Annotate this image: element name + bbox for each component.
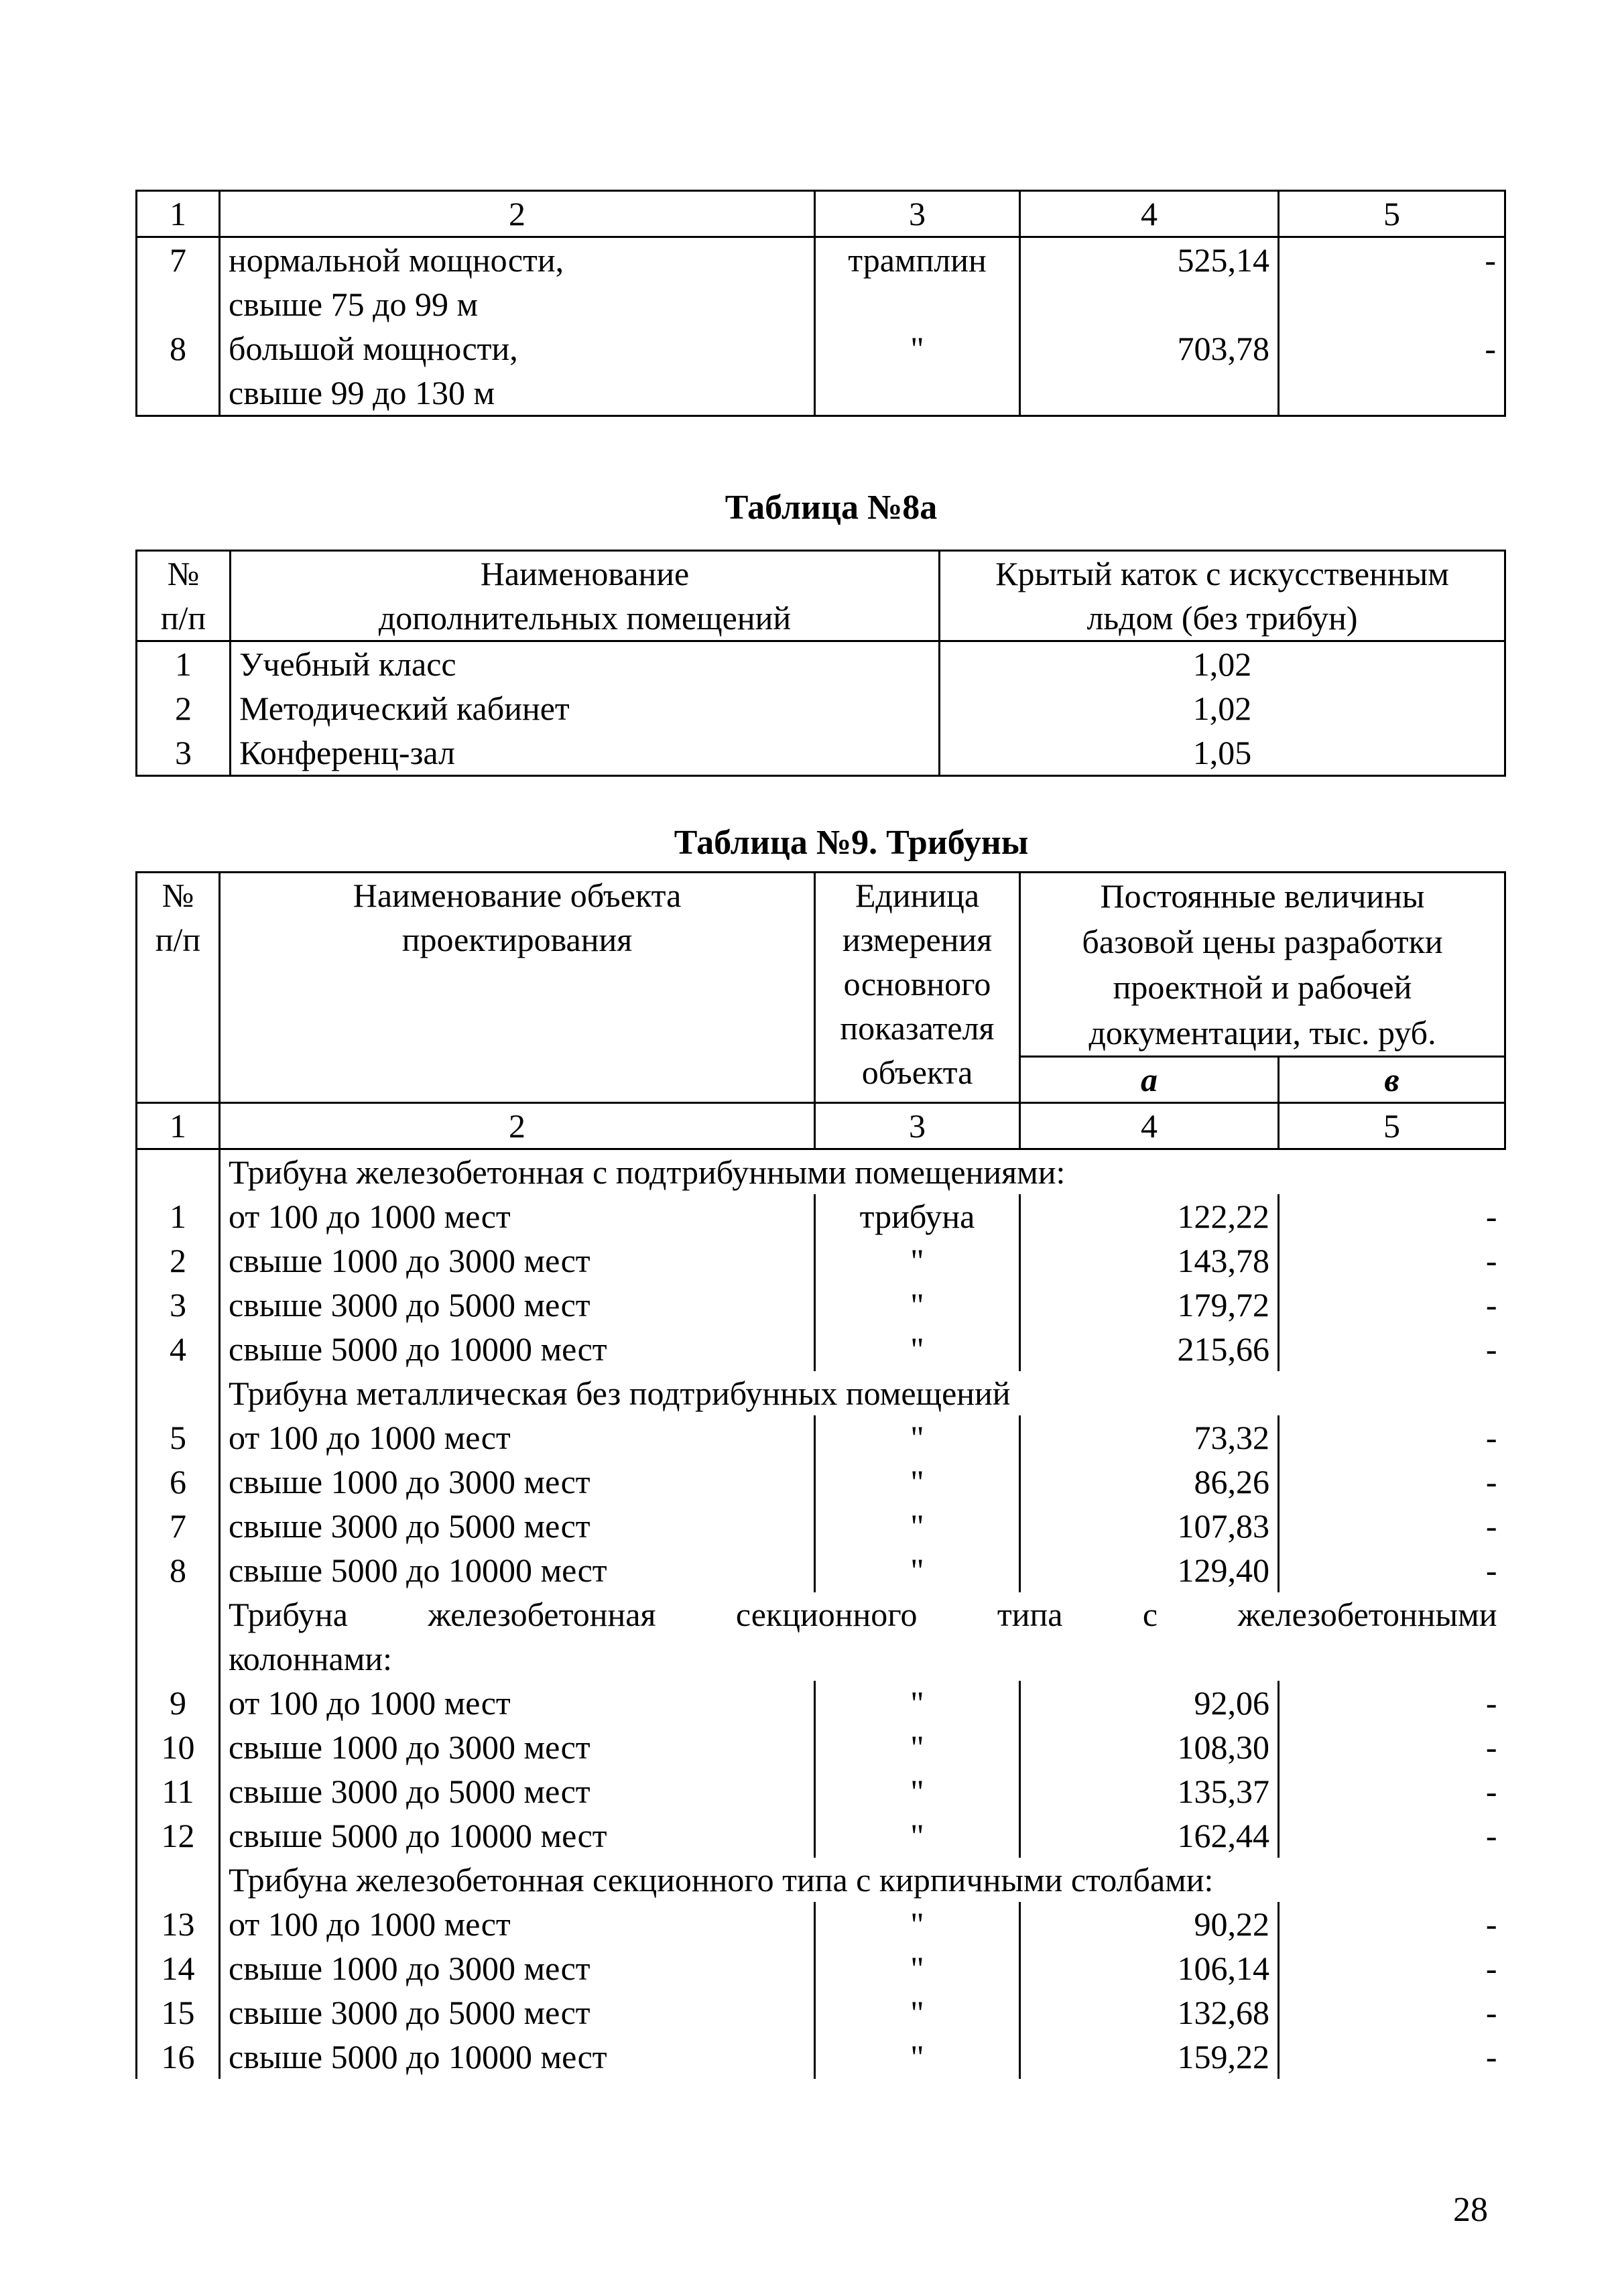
table-row xyxy=(137,730,1505,776)
header-line: показателя xyxy=(840,1009,995,1047)
row-name-line: большой мощности, xyxy=(229,330,518,367)
row-name: свыше 3000 до 5000 мест xyxy=(220,1990,815,2035)
row-value-a: 143,78 xyxy=(1020,1238,1279,1283)
row-value-b: - xyxy=(1485,1905,1497,1943)
row-value-b: - xyxy=(1485,1684,1497,1722)
header-line: п/п xyxy=(160,599,206,637)
header-line: п/п xyxy=(155,921,201,958)
row-name xyxy=(220,326,815,416)
row-name: свыше 3000 до 5000 мест xyxy=(220,1504,815,1548)
group-title: Трибуна металлическая без подтрибунных помещений xyxy=(220,1371,1505,1415)
col-number: 1 xyxy=(137,191,220,237)
row-unit: " xyxy=(815,1504,1020,1548)
row-number xyxy=(137,1149,220,1195)
header-price xyxy=(1020,873,1505,1057)
row-name-line: нормальной мощности, xyxy=(229,241,564,279)
header-line: объекта xyxy=(861,1054,973,1091)
row-value-b: - xyxy=(1279,237,1505,327)
row-value-b: - xyxy=(1485,1463,1497,1501)
row-value-b: - xyxy=(1485,2038,1497,2076)
row-value-b: - xyxy=(1485,1773,1497,1810)
row-value-a: 525,14 xyxy=(1020,237,1279,327)
row-number: 4 xyxy=(137,1327,220,1371)
table-continuation xyxy=(135,190,1506,417)
table-9 xyxy=(135,871,1506,2079)
row-value-a: 90,22 xyxy=(1020,1902,1279,1946)
row-value-b: - xyxy=(1485,1286,1497,1324)
header-unit xyxy=(815,873,1020,1103)
header-name xyxy=(231,551,940,641)
col-number: 4 xyxy=(1020,1103,1279,1149)
header-line: измерения xyxy=(842,921,993,958)
row-name: свыше 1000 до 3000 мест xyxy=(220,1725,815,1769)
table-row xyxy=(137,1946,1505,1990)
header-line: Единица xyxy=(855,877,980,914)
row-name: от 100 до 1000 мест xyxy=(220,1681,815,1725)
row-value-b: - xyxy=(1485,1198,1497,1235)
row-number: 11 xyxy=(137,1769,220,1813)
column-number-row xyxy=(137,1103,1505,1149)
row-value-a: 107,83 xyxy=(1020,1504,1279,1548)
row-value-a: 86,26 xyxy=(1020,1460,1279,1504)
row-unit: " xyxy=(815,1813,1020,1858)
row-number: 13 xyxy=(137,1902,220,1946)
header-line: проектирования xyxy=(401,921,633,958)
row-unit: " xyxy=(815,1725,1020,1769)
row-name: свыше 1000 до 3000 мест xyxy=(220,1946,815,1990)
header-num xyxy=(137,551,231,641)
table-row xyxy=(137,2035,1505,2079)
row-name: свыше 1000 до 3000 мест xyxy=(220,1460,815,1504)
row-unit: " xyxy=(815,1681,1020,1725)
header-col-b: в xyxy=(1279,1057,1505,1103)
row-value: 1,02 xyxy=(940,686,1505,730)
header-line: № xyxy=(162,877,194,914)
row-number: 7 xyxy=(137,237,220,327)
row-number: 16 xyxy=(137,2035,220,2079)
table-header-row xyxy=(137,873,1505,1057)
row-name: свыше 3000 до 5000 мест xyxy=(220,1769,815,1813)
row-name: свыше 5000 до 10000 мест xyxy=(220,1548,815,1592)
row-value-b: - xyxy=(1485,1817,1497,1854)
row-value-a: 108,30 xyxy=(1020,1725,1279,1769)
table-row xyxy=(137,237,1505,327)
table-row xyxy=(137,1681,1505,1725)
row-number: 8 xyxy=(137,326,220,416)
row-name: от 100 до 1000 мест xyxy=(220,1194,815,1238)
row-value: 1,05 xyxy=(940,730,1505,776)
row-number: 1 xyxy=(137,1194,220,1238)
row-number: 3 xyxy=(137,1283,220,1327)
row-unit: " xyxy=(815,1990,1020,2035)
header-line: дополнительных помещений xyxy=(378,599,792,637)
row-name: от 100 до 1000 мест xyxy=(220,1415,815,1460)
row-name: Методический кабинет xyxy=(231,686,940,730)
row-unit: " xyxy=(815,1283,1020,1327)
group-title-row xyxy=(137,1858,1505,1902)
group-title-row xyxy=(137,1371,1505,1415)
header-line: № xyxy=(167,555,200,592)
header-line: льдом (без трибун) xyxy=(1086,599,1358,637)
row-value-a: 162,44 xyxy=(1020,1813,1279,1858)
row-value-b: - xyxy=(1485,1507,1497,1545)
group-title: Трибуна железобетонная с подтрибунными помещениями: xyxy=(220,1149,1505,1195)
table-row xyxy=(137,1990,1505,2035)
row-number xyxy=(137,1371,220,1415)
table-row xyxy=(137,1548,1505,1592)
group-title: Трибуна железобетонная секционного типа с кирпичными столбами: xyxy=(220,1858,1505,1902)
row-value-a: 73,32 xyxy=(1020,1415,1279,1460)
row-number: 7 xyxy=(137,1504,220,1548)
table-8a-title: Таблица №8а xyxy=(725,489,938,527)
table-row xyxy=(137,1769,1505,1813)
header-col-a: а xyxy=(1020,1057,1279,1103)
table-row xyxy=(137,686,1505,730)
row-unit: " xyxy=(815,1946,1020,1990)
row-name: свыше 5000 до 10000 мест xyxy=(220,1327,815,1371)
row-number: 15 xyxy=(137,1990,220,2035)
col-number: 2 xyxy=(220,1103,815,1149)
row-unit: " xyxy=(815,1902,1020,1946)
row-value-b: - xyxy=(1485,1330,1497,1368)
header-line: Наименование объекта xyxy=(353,877,682,914)
row-value-b: - xyxy=(1485,1419,1497,1456)
row-number: 1 xyxy=(137,641,231,687)
row-value-a: 106,14 xyxy=(1020,1946,1279,1990)
row-number: 5 xyxy=(137,1415,220,1460)
group-title-row xyxy=(137,1149,1505,1195)
group-title-line: колоннами: xyxy=(229,1640,393,1677)
group-title-line: Трибуна железобетонная секционного типа с железобетонными xyxy=(229,1596,1497,1633)
row-name: свыше 3000 до 5000 мест xyxy=(220,1283,815,1327)
column-number-row xyxy=(137,191,1505,237)
header-line: Крытый каток с искусственным xyxy=(995,555,1449,592)
col-number: 3 xyxy=(815,191,1020,237)
table-row xyxy=(137,1813,1505,1858)
row-value-a: 179,72 xyxy=(1020,1283,1279,1327)
table-row xyxy=(137,1725,1505,1769)
group-title-row xyxy=(137,1592,1505,1681)
table-row xyxy=(137,326,1505,416)
header-line: проектной и рабочей xyxy=(1113,968,1412,1006)
row-unit: " xyxy=(815,1769,1020,1813)
row-number: 14 xyxy=(137,1946,220,1990)
col-number: 2 xyxy=(220,191,815,237)
table-row xyxy=(137,1504,1505,1548)
row-unit: " xyxy=(815,1460,1020,1504)
row-unit: трибуна xyxy=(815,1194,1020,1238)
group-title xyxy=(220,1592,1505,1681)
row-unit: " xyxy=(815,2035,1020,2079)
table-row xyxy=(137,1283,1505,1327)
header-name xyxy=(220,873,815,1103)
table-row xyxy=(137,641,1505,687)
header-num xyxy=(137,873,220,1103)
table-header-row xyxy=(137,551,1505,641)
row-number: 6 xyxy=(137,1460,220,1504)
row-number: 8 xyxy=(137,1548,220,1592)
header-value xyxy=(940,551,1505,641)
row-name: Конференц-зал xyxy=(231,730,940,776)
col-number: 4 xyxy=(1020,191,1279,237)
row-value-a: 122,22 xyxy=(1020,1194,1279,1238)
row-value-a: 159,22 xyxy=(1020,2035,1279,2079)
row-number: 3 xyxy=(137,730,231,776)
table-8a xyxy=(135,550,1506,777)
table-row xyxy=(137,1194,1505,1238)
row-value-a: 135,37 xyxy=(1020,1769,1279,1813)
row-value-b: - xyxy=(1279,326,1505,416)
row-name xyxy=(220,237,815,327)
col-number: 5 xyxy=(1279,191,1505,237)
col-number: 5 xyxy=(1279,1103,1505,1149)
row-name-line: свыше 75 до 99 м xyxy=(229,285,479,323)
row-value-a: 703,78 xyxy=(1020,326,1279,416)
row-value-a: 215,66 xyxy=(1020,1327,1279,1371)
row-name: Учебный класс xyxy=(231,641,940,687)
header-line: документации, тыс. руб. xyxy=(1088,1014,1436,1051)
row-unit: трамплин xyxy=(815,237,1020,327)
row-number: 10 xyxy=(137,1725,220,1769)
row-name: свыше 5000 до 10000 мест xyxy=(220,1813,815,1858)
row-name: свыше 5000 до 10000 мест xyxy=(220,2035,815,2079)
row-unit: " xyxy=(815,1327,1020,1371)
table-row xyxy=(137,1460,1505,1504)
header-line: Постоянные величины xyxy=(1100,877,1425,915)
row-value-b: - xyxy=(1485,1242,1497,1279)
header-line: основного xyxy=(843,965,991,1003)
row-value-a: 132,68 xyxy=(1020,1990,1279,2035)
table-row xyxy=(137,1902,1505,1946)
col-number: 3 xyxy=(815,1103,1020,1149)
row-value-b: - xyxy=(1485,1551,1497,1589)
row-value-b: - xyxy=(1485,1950,1497,1987)
row-number: 9 xyxy=(137,1681,220,1725)
row-number xyxy=(137,1592,220,1681)
row-unit: " xyxy=(815,1238,1020,1283)
row-unit: " xyxy=(815,1415,1020,1460)
col-number: 1 xyxy=(137,1103,220,1149)
table-row xyxy=(137,1415,1505,1460)
row-value-a: 92,06 xyxy=(1020,1681,1279,1725)
row-name: от 100 до 1000 мест xyxy=(220,1902,815,1946)
row-name-line: свыше 99 до 130 м xyxy=(229,374,495,411)
row-unit: " xyxy=(815,326,1020,416)
row-value: 1,02 xyxy=(940,641,1505,687)
row-value-b: - xyxy=(1485,1728,1497,1766)
row-number: 12 xyxy=(137,1813,220,1858)
row-number: 2 xyxy=(137,1238,220,1283)
table-row xyxy=(137,1238,1505,1283)
row-unit: " xyxy=(815,1548,1020,1592)
row-value-b: - xyxy=(1485,1994,1497,2031)
row-name: свыше 1000 до 3000 мест xyxy=(220,1238,815,1283)
row-number: 2 xyxy=(137,686,231,730)
row-value-a: 129,40 xyxy=(1020,1548,1279,1592)
header-line: базовой цены разработки xyxy=(1082,923,1443,960)
row-number xyxy=(137,1858,220,1902)
page-number: 28 xyxy=(1453,2191,1488,2229)
table-9-title: Таблица №9. Трибуны xyxy=(674,824,1029,862)
table-row xyxy=(137,1327,1505,1371)
header-line: Наименование xyxy=(480,555,690,592)
